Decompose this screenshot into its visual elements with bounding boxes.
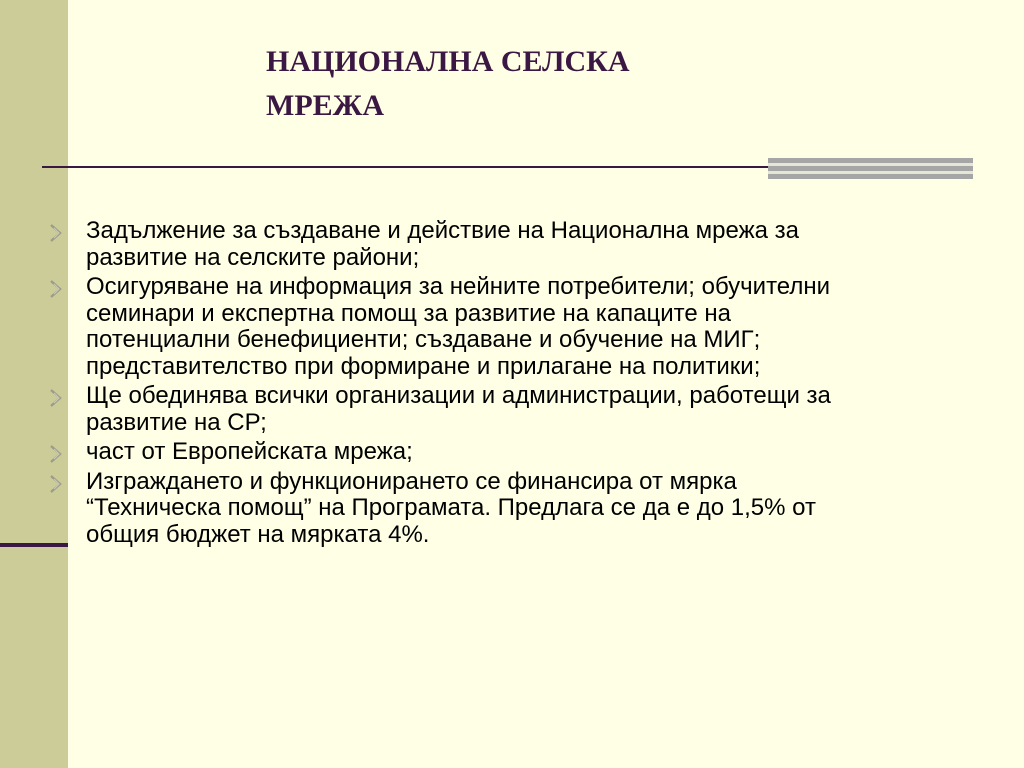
list-item [46,469,986,549]
chevron-arrow-icon [46,385,68,411]
list-item [46,439,986,466]
bullet-text: Изграждането и функционирането се финансира от мярка “Техническа помощ” на Програмата. Предлага се да е до 1,5% от общия бюджет на мярката 4%. [86,467,816,548]
slide-title [266,40,866,128]
title-line-1: НАЦИОНАЛНА СЕЛСКА [266,45,630,78]
bullet-text: Ще обединява всички организации и администрации, работещи за развитие на СР; [86,382,831,436]
list-item [46,218,986,271]
title-line-2: МРЕЖА [266,89,384,122]
title-divider-bar [768,158,973,179]
chevron-arrow-icon [46,276,68,302]
list-item [46,383,986,436]
chevron-arrow-icon [46,471,68,497]
bullet-text: Осигуряване на информация за нейните потребители; обучителни семинари и експертна помощ за развитие на капаците на потенциални бенефициенти; създаване и обучение на МИГ; представителство при формиране и прилагане на политики; [86,273,831,380]
bullet-text: Задължение за създаване и действие на Национална мрежа за развитие на селските райони; [86,217,800,271]
list-item [46,274,986,380]
bullet-list [46,218,986,551]
chevron-arrow-icon [46,220,68,246]
bullet-text: част от Европейската мрежа; [86,438,413,465]
chevron-arrow-icon [46,441,68,467]
